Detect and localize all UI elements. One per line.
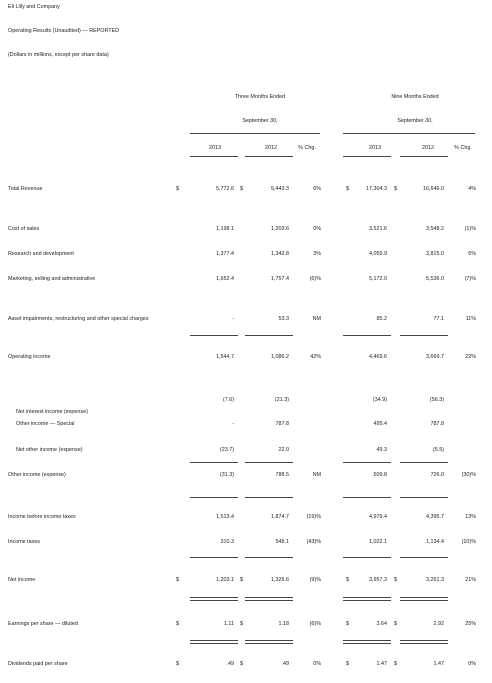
cell-n13: 49.3	[376, 447, 387, 453]
row-label: Other income — Special	[16, 421, 75, 427]
cell-d2: $	[240, 577, 243, 583]
cell-n13: 4,979.4	[369, 514, 387, 520]
cell-nc: 6%	[468, 251, 476, 257]
col-period-three: September 30,	[242, 118, 278, 124]
cell-n13: 3,957.3	[369, 577, 387, 583]
cell-nc: 22%	[465, 354, 476, 360]
row-label: Net other income (expense)	[16, 447, 83, 453]
cell-q12: 1.18	[278, 621, 289, 627]
col-header-q2013: 2013	[209, 145, 221, 151]
cell-qc: (43)%	[306, 539, 321, 545]
row-label: Marketing, selling and administrative	[8, 276, 96, 282]
cell-nc: (7)%	[464, 276, 476, 282]
cell-n12: 1.47	[433, 661, 444, 667]
cell-qc: (19)%	[306, 514, 321, 520]
cell-qc: 42%	[310, 354, 321, 360]
cell-n12: 726.0	[430, 472, 444, 478]
col-period-nine: September 30,	[397, 118, 433, 124]
row-label: Net interest income (expense)	[16, 409, 88, 415]
cell-nc: 4%	[468, 186, 476, 192]
cell-q12: 1,203.6	[271, 226, 289, 232]
cell-n12: 3,548.2	[426, 226, 444, 232]
row-label: Asset impairments, restructuring and other special charges	[8, 316, 149, 322]
cell-d4: $	[394, 621, 397, 627]
cell-qc: 3%	[313, 251, 321, 257]
row-label: Net income	[8, 577, 36, 583]
company-name: Eli Lilly and Company	[8, 4, 60, 10]
cell-n13: 1,022.1	[369, 539, 387, 545]
cell-n13: 509.8	[373, 472, 387, 478]
col-group-nine-months: Nine Months Ended	[391, 94, 439, 100]
cell-n12: 16,646.0	[423, 186, 444, 192]
cell-q12: 788.5	[275, 472, 289, 478]
cell-d3: $	[346, 186, 349, 192]
cell-d1: $	[176, 661, 179, 667]
report-subtitle: (Dollars in millions, except per share data)	[8, 52, 109, 58]
row-label: Other income (expense)	[8, 472, 66, 478]
report-title: Operating Results (Unaudited) — REPORTED	[8, 28, 120, 34]
col-group-three-months: Three Months Ended	[234, 94, 286, 100]
cell-qc: 0%	[313, 661, 321, 667]
row-label: Cost of sales	[8, 226, 40, 232]
cell-n12: (56.3)	[429, 397, 444, 403]
cell-nc: 13%	[465, 514, 476, 520]
cell-n12: 3,261.3	[426, 577, 444, 583]
row-label: Income taxes	[8, 539, 41, 545]
cell-d4: $	[394, 186, 397, 192]
cell-q13: 310.3	[220, 539, 234, 545]
cell-d3: $	[346, 621, 349, 627]
cell-q13: 1,652.4	[216, 276, 234, 282]
cell-qc: 0%	[313, 226, 321, 232]
cell-d3: $	[346, 577, 349, 583]
cell-qc: NM	[312, 316, 321, 322]
cell-q12: 22.0	[278, 447, 289, 453]
row-label: Income before income taxes	[8, 514, 76, 520]
row-label: Dividends paid per share	[8, 661, 68, 667]
cell-n13: 17,304.3	[366, 186, 387, 192]
row-label: Total Revenue	[8, 186, 43, 192]
cell-d4: $	[394, 661, 397, 667]
cell-q13: (23.7)	[219, 447, 234, 453]
cell-nc: 21%	[465, 577, 476, 583]
row-label: Research and development	[8, 251, 74, 257]
col-header-n2013: 2013	[369, 145, 381, 151]
cell-q13: 1,198.1	[216, 226, 234, 232]
cell-n13: 4,469.6	[369, 354, 387, 360]
cell-d4: $	[394, 577, 397, 583]
cell-q13: 1,513.4	[216, 514, 234, 520]
cell-nc: (30)%	[461, 472, 476, 478]
cell-n13: 3.64	[376, 621, 387, 627]
cell-nc: 0%	[468, 661, 476, 667]
cell-n12: 3,815.0	[426, 251, 444, 257]
cell-d1: $	[176, 577, 179, 583]
cell-qc: 6%	[313, 186, 321, 192]
cell-q12: 787.8	[275, 421, 289, 427]
cell-n12: (5.5)	[432, 447, 444, 453]
cell-n13: 3,521.6	[369, 226, 387, 232]
cell-nc: 11%	[465, 316, 476, 322]
cell-q12: 1,757.4	[271, 276, 289, 282]
cell-n13: 4,055.9	[369, 251, 387, 257]
cell-n12: 4,395.7	[426, 514, 444, 520]
cell-q13: (7.6)	[222, 397, 234, 403]
cell-n13: 85.2	[376, 316, 387, 322]
cell-d2: $	[240, 661, 243, 667]
cell-q13: -	[232, 316, 234, 322]
cell-qc: NM	[312, 472, 321, 478]
cell-n13: 1.47	[376, 661, 387, 667]
cell-n12: 3,669.7	[426, 354, 444, 360]
row-label: Earnings per share — diluted	[8, 621, 78, 627]
cell-q12: .49	[281, 661, 289, 667]
cell-q13: (31.3)	[219, 472, 234, 478]
row-label: Operating income	[8, 354, 51, 360]
cell-n12: 1,134.4	[426, 539, 444, 545]
cell-q13: 1,203.1	[216, 577, 234, 583]
col-header-qchg: % Chg.	[298, 145, 316, 151]
cell-qc: (6)%	[309, 621, 321, 627]
cell-n13: (34.9)	[372, 397, 387, 403]
cell-q12: 5,443.3	[271, 186, 289, 192]
cell-q12: 1,342.8	[271, 251, 289, 257]
cell-d1: $	[176, 186, 179, 192]
col-header-n2012: 2012	[422, 145, 434, 151]
col-header-q2012: 2012	[265, 145, 277, 151]
cell-q13: -	[232, 421, 234, 427]
cell-d2: $	[240, 186, 243, 192]
cell-n13: 5,172.0	[369, 276, 387, 282]
cell-q12: 53.3	[278, 316, 289, 322]
cell-q12: 1,086.2	[271, 354, 289, 360]
cell-n12: 77.1	[433, 316, 444, 322]
cell-q12: 1,326.6	[271, 577, 289, 583]
col-header-nchg: % Chg.	[454, 145, 472, 151]
cell-n12: 2.92	[433, 621, 444, 627]
cell-q12: 1,874.7	[271, 514, 289, 520]
cell-nc: 25%	[465, 621, 476, 627]
cell-q12: (21.3)	[274, 397, 289, 403]
cell-n12: 787.8	[430, 421, 444, 427]
cell-q13: .49	[226, 661, 234, 667]
cell-d3: $	[346, 661, 349, 667]
cell-d1: $	[176, 621, 179, 627]
cell-qc: (9)%	[309, 577, 321, 583]
cell-d2: $	[240, 621, 243, 627]
cell-qc: (6)%	[309, 276, 321, 282]
cell-q13: 1,377.4	[216, 251, 234, 257]
cell-n12: 5,536.0	[426, 276, 444, 282]
cell-nc: (1)%	[464, 226, 476, 232]
cell-q13: 1.11	[223, 621, 234, 627]
cell-nc: (10)%	[461, 539, 476, 545]
cell-q13: 1,544.7	[216, 354, 234, 360]
cell-q12: 548.1	[275, 539, 289, 545]
cell-q13: 5,772.6	[216, 186, 234, 192]
cell-n13: 495.4	[373, 421, 387, 427]
